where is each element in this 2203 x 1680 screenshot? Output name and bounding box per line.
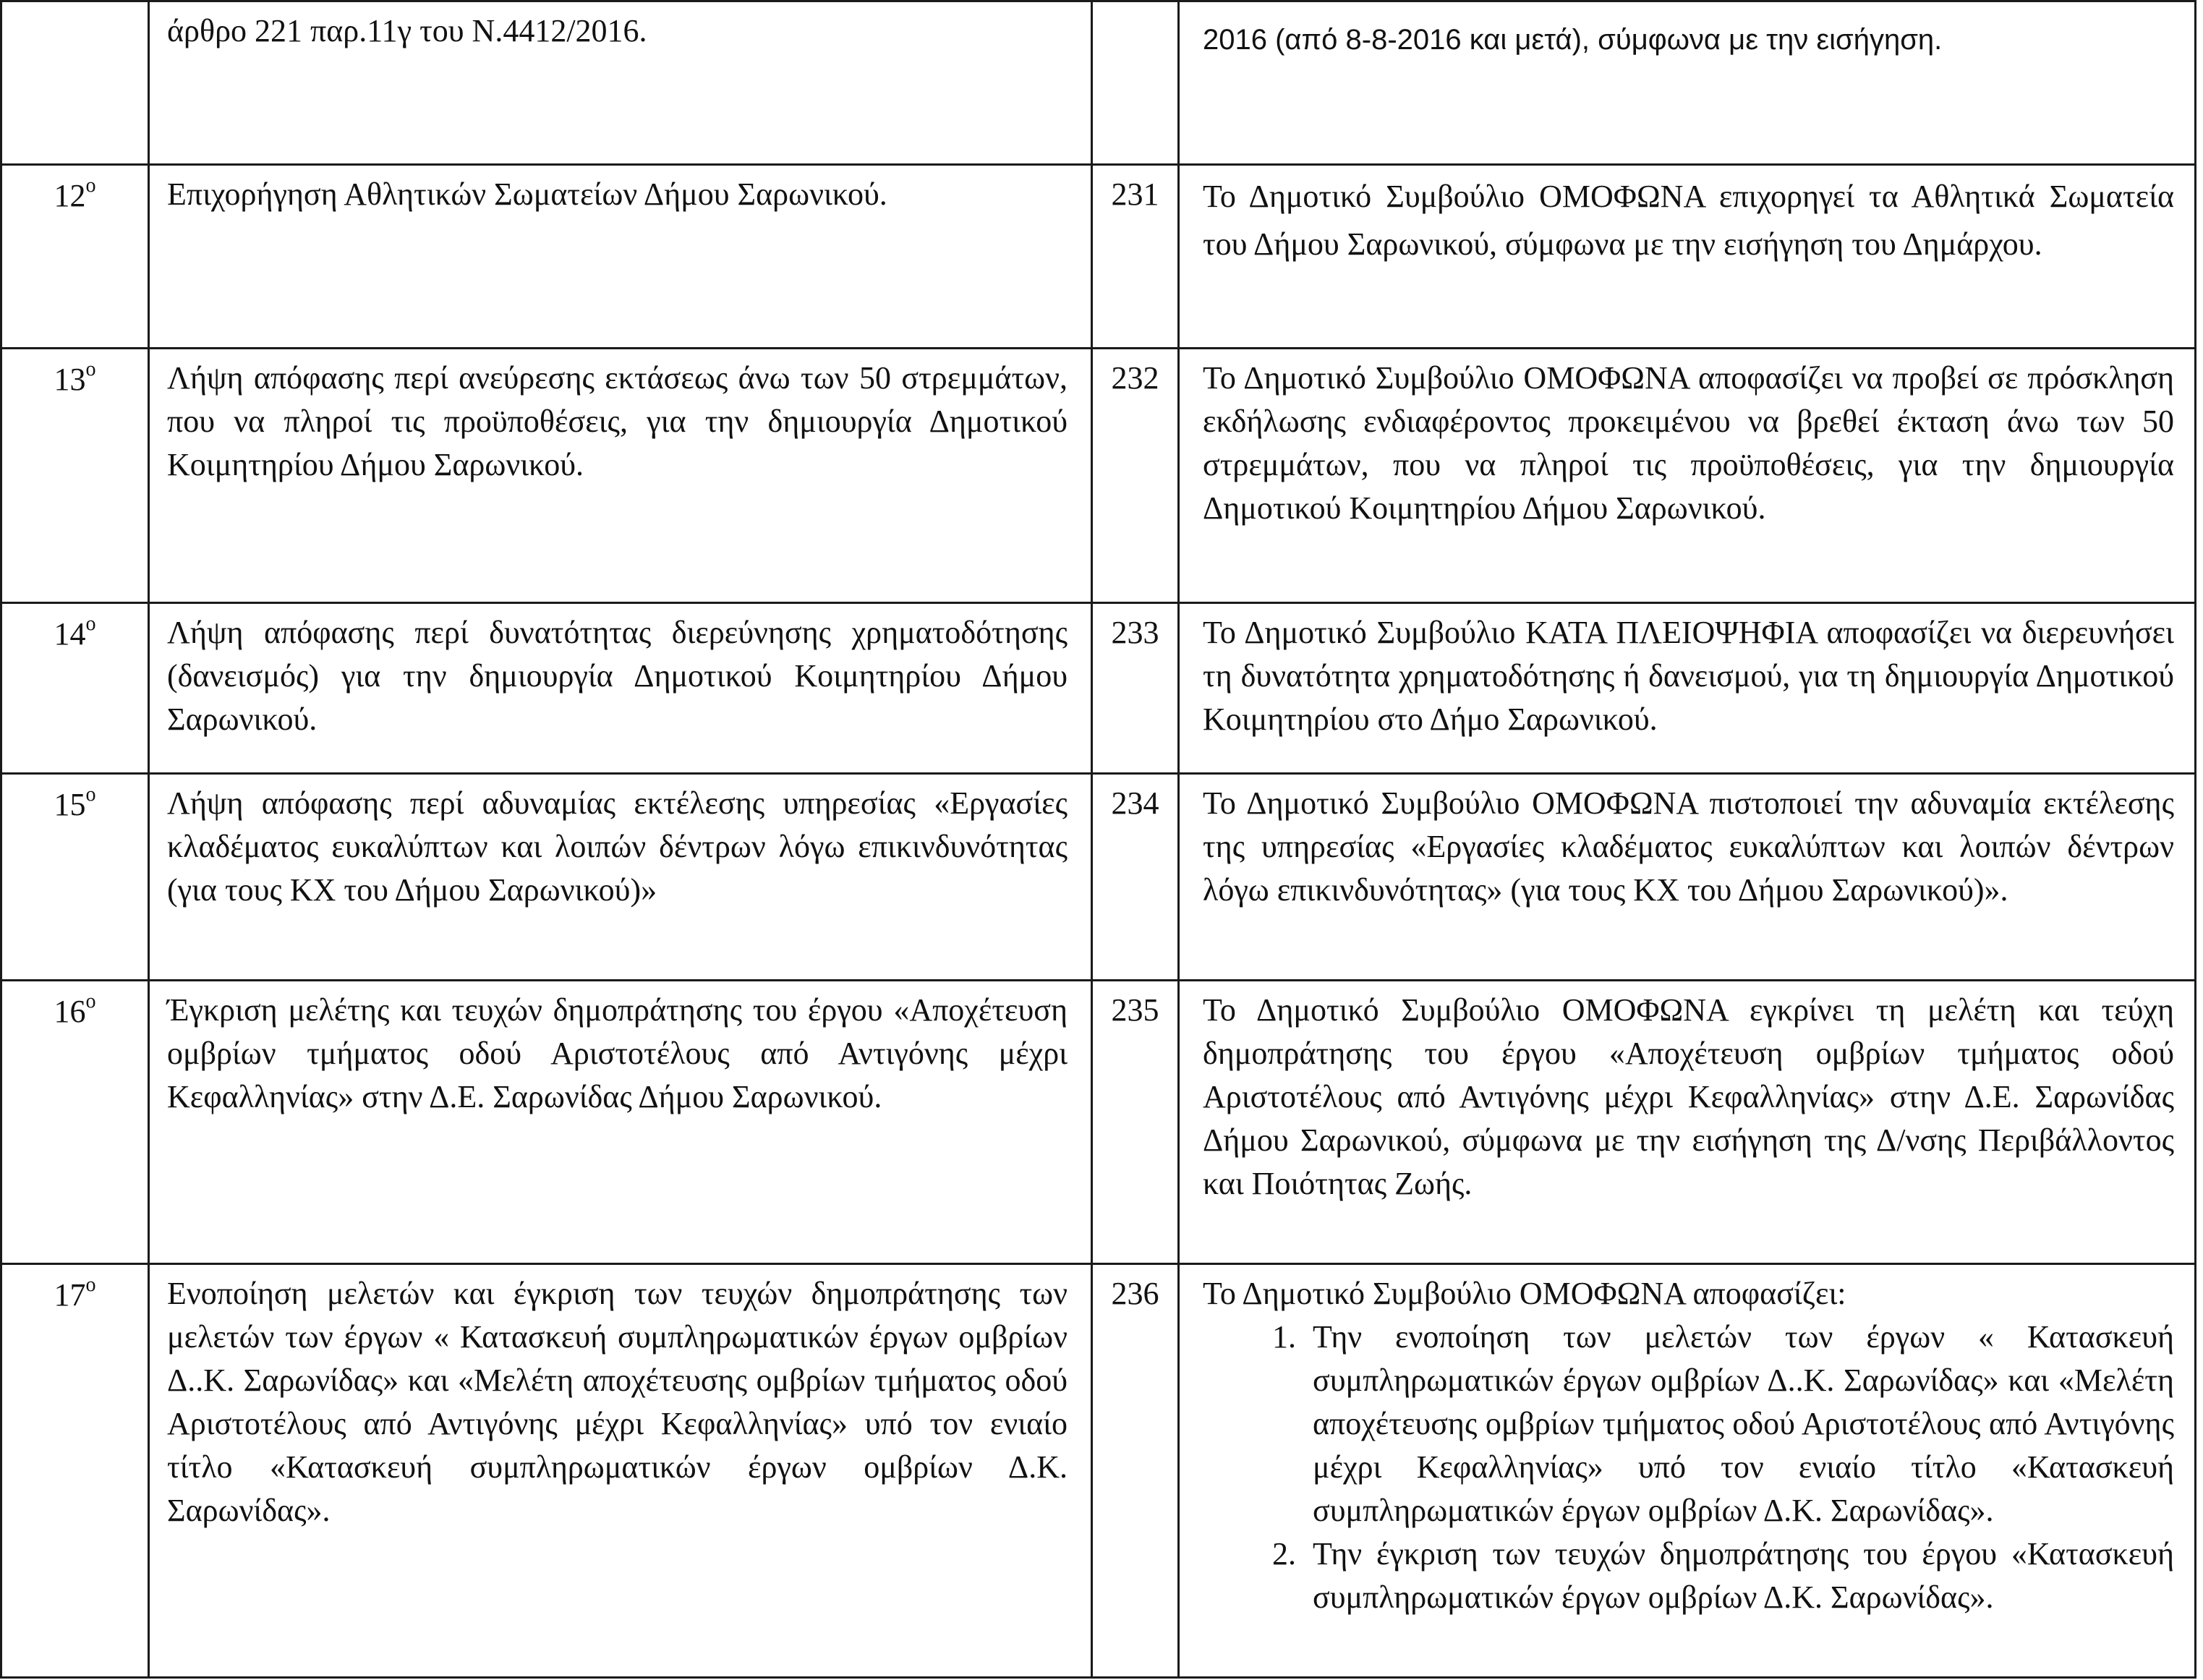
table-row	[1, 774, 2196, 981]
table-row	[1, 349, 2196, 603]
result-list	[1203, 1316, 2174, 1619]
result-intro: Το Δημοτικό Συμβούλιο ΟΜΟΦΩΝΑ αποφασίζει:	[1203, 1276, 1846, 1311]
ordinal-suffix: ο	[85, 174, 96, 197]
subject-cell: Λήψη απόφασης περί αδυναμίας εκτέλεσης υπηρεσίας «Εργασίες κλαδέματος ευκαλύπτων και λοιπών δέντρων λόγω επικινδυνότητας (για τους ΚΧ του Δήμου Σαρωνικού)»	[149, 774, 1092, 981]
subject-cell: Λήψη απόφασης περί ανεύρεσης εκτάσεως άνω των 50 στρεμμάτων, που να πληροί τις προϋποθέσεις, για την δημιουργία Δημοτικού Κοιμητηρίου Δήμου Σαρωνικού.	[149, 349, 1092, 603]
item-number-cell	[1, 603, 149, 774]
item-number: 14	[54, 616, 86, 652]
ordinal-suffix: ο	[85, 613, 96, 636]
result-cell: Το Δημοτικό Συμβούλιο ΚΑΤΑ ΠΛΕΙΟΨΗΦΙΑ αποφασίζει να διερευνήσει τη δυνατότητα χρηματοδότησης ή δανεισμού, για τη δημιουργία Δημοτικού Κοιμητηρίου στο Δήμο Σαρωνικού.	[1179, 603, 2196, 774]
table-row	[1, 603, 2196, 774]
subject-cell: Ενοποίηση μελετών και έγκριση των τευχών δημοπράτησης των μελετών των έργων « Κατασκευή συμπληρωματικών έργων ομβρίων Δ..Κ. Σαρωνίδας» και «Μελέτη αποχέτευσης ομβρίων τμήματος οδού Αριστοτέλους από Αντιγόνης μέχρι Κεφαλληνίας» υπό τον ενιαίο τίτλο «Κατασκευή συμπληρωματικών έργων ομβρίων Δ.Κ. Σαρωνίδας».	[149, 1264, 1092, 1678]
ordinal-suffix: ο	[85, 783, 96, 806]
subject-cell: Έγκριση μελέτης και τευχών δημοπράτησης του έργου «Αποχέτευση ομβρίων τμήματος οδού Αριστοτέλους από Αντιγόνης μέχρι Κεφαλληνίας» στην Δ.Ε. Σαρωνίδας Δήμου Σαρωνικού.	[149, 981, 1092, 1264]
table-row	[1, 165, 2196, 349]
ordinal-suffix: ο	[85, 358, 96, 381]
subject-cell: Επιχορήγηση Αθλητικών Σωματείων Δήμου Σαρωνικού.	[149, 165, 1092, 349]
list-item: 1. Την ενοποίηση των μελετών των έργων « Κατασκευή συμπληρωματικών έργων ομβρίων Δ..Κ. Σαρωνίδας» και «Μελέτη αποχέτευσης ομβρίων τμήματος οδού Αριστοτέλους από Αντιγόνης μέχρι Κεφαλληνίας» υπό τον ενιαίο τίτλο «Κατασκευή συμπληρωματικών έργων ομβρίων Δ.Κ. Σαρωνίδας».	[1304, 1316, 2174, 1532]
table-row	[1, 981, 2196, 1264]
result-cell: Το Δημοτικό Συμβούλιο ΟΜΟΦΩΝΑ εγκρίνει τη μελέτη και τεύχη δημοπράτησης του έργου «Αποχέτευση ομβρίων τμήματος οδού Αριστοτέλους από Αντιγόνης μέχρι Κεφαλληνίας» στην Δ.Ε. Σαρωνίδας Δήμου Σαρωνικού, σύμφωνα με την εισήγηση της Δ/νσης Περιβάλλοντος και Ποιότητας Ζωής.	[1179, 981, 2196, 1264]
item-number: 17	[54, 1277, 86, 1313]
item-number: 16	[54, 994, 86, 1029]
subject-cell: Λήψη απόφασης περί δυνατότητας διερεύνησης χρηματοδότησης (δανεισμός) για την δημιουργία Δημοτικού Κοιμητηρίου Δήμου Σαρωνικού.	[149, 603, 1092, 774]
subject-cell: άρθρο 221 παρ.11γ του Ν.4412/2016.	[149, 1, 1092, 165]
table-row	[1, 1, 2196, 165]
result-cell: Το Δημοτικό Συμβούλιο ΟΜΟΦΩΝΑ πιστοποιεί την αδυναμία εκτέλεσης της υπηρεσίας «Εργασίες κλαδέματος ευκαλύπτων και λοιπών δέντρων λόγω επικινδυνότητας» (για τους ΚΧ του Δήμου Σαρωνικού)».	[1179, 774, 2196, 981]
result-cell: Το Δημοτικό Συμβούλιο ΟΜΟΦΩΝΑ επιχορηγεί τα Αθλητικά Σωματεία του Δήμου Σαρωνικού, σύμφωνα με την εισήγηση του Δημάρχου.	[1179, 165, 2196, 349]
decision-number-cell: 232	[1092, 349, 1179, 603]
decision-number-cell	[1092, 1, 1179, 165]
table-row	[1, 1264, 2196, 1678]
decision-number-cell: 236	[1092, 1264, 1179, 1678]
result-cell	[1179, 1264, 2196, 1678]
item-number-cell	[1, 1264, 149, 1678]
decision-number-cell: 233	[1092, 603, 1179, 774]
decision-number-cell: 231	[1092, 165, 1179, 349]
decision-number-cell: 234	[1092, 774, 1179, 981]
item-number-cell	[1, 774, 149, 981]
result-cell: Το Δημοτικό Συμβούλιο ΟΜΟΦΩΝΑ αποφασίζει να προβεί σε πρόσκληση εκδήλωσης ενδιαφέροντος προκειμένου να βρεθεί έκταση άνω των 50 στρεμμάτων, που να πληροί τις προϋποθέσεις, για την δημιουργία Δημοτικού Κοιμητηρίου Δήμου Σαρωνικού.	[1179, 349, 2196, 603]
ordinal-suffix: ο	[85, 990, 96, 1013]
item-number-cell	[1, 1, 149, 165]
result-cell: 2016 (από 8-8-2016 και μετά), σύμφωνα με την εισήγηση.	[1179, 1, 2196, 165]
item-number: 13	[54, 362, 86, 397]
decision-number-cell: 235	[1092, 981, 1179, 1264]
ordinal-suffix: ο	[85, 1274, 96, 1297]
item-number-cell	[1, 165, 149, 349]
item-number-cell	[1, 349, 149, 603]
item-number: 12	[54, 178, 86, 213]
item-number: 15	[54, 787, 86, 822]
item-number-cell	[1, 981, 149, 1264]
list-item: 2. Την έγκριση των τευχών δημοπράτησης του έργου «Κατασκευή συμπληρωματικών έργων ομβρίων Δ.Κ. Σαρωνίδας».	[1304, 1532, 2174, 1619]
